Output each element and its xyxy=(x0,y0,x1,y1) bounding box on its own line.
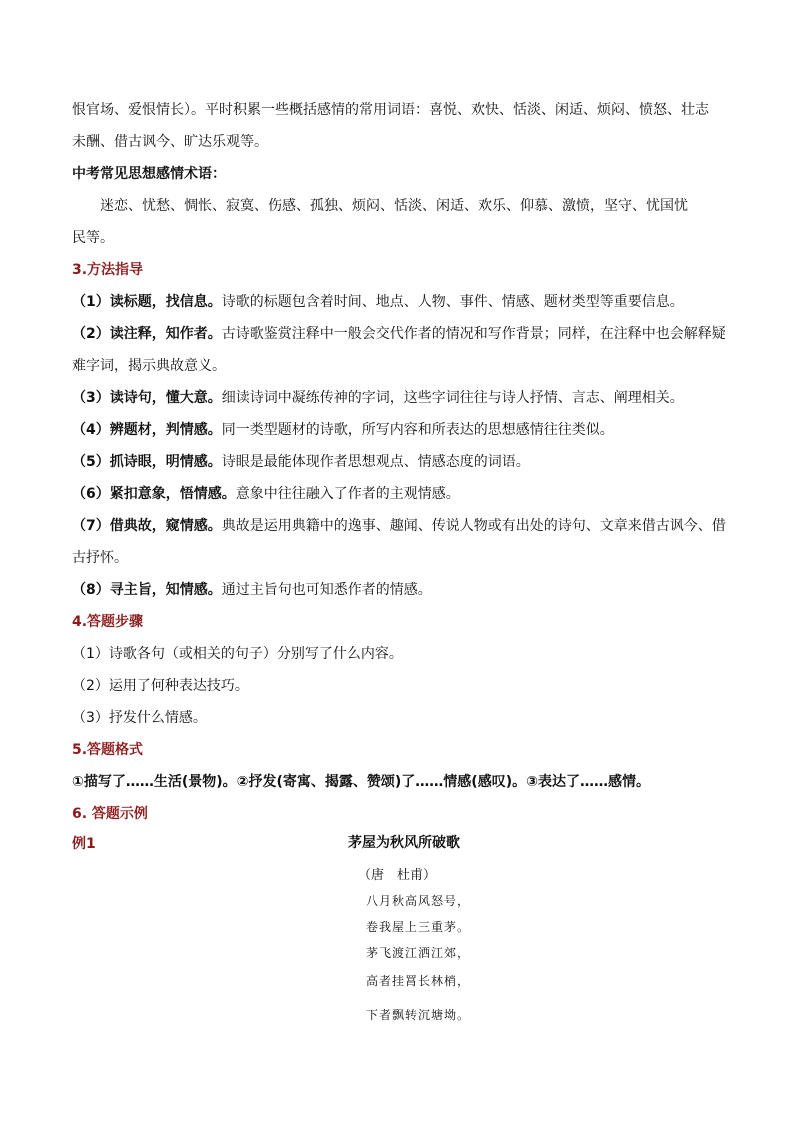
method-item-label: （7）借典故，窥情感。 xyxy=(72,518,222,534)
poem-author: （唐 杜甫） xyxy=(358,868,437,883)
format-heading: 5.答题格式 xyxy=(72,742,144,758)
poem-line-3: 茅飞渡江洒江郊， xyxy=(366,946,471,960)
steps-heading: 4.答题步骤 xyxy=(72,614,144,630)
method-item-4 xyxy=(72,420,614,440)
poem-title: 茅屋为秋风所破歌 xyxy=(348,835,460,851)
poem-line-5: 下者飘转沉塘坳。 xyxy=(366,1008,471,1022)
method-item-5 xyxy=(72,452,530,472)
method-item-label: （4）辨题材，判情感。 xyxy=(72,422,222,438)
format-text: ①描写了……生活(景物)。②抒发(寄寓、揭露、赞颂)了……情感(感叹)。③表达了……感情。 xyxy=(72,774,650,790)
method-item-label: （6）紧扣意象，悟情感。 xyxy=(72,486,236,502)
method-item-label: （3）读诗句，懂大意。 xyxy=(72,390,222,406)
method-item-text: 同一类型题材的诗歌，所写内容和所表达的思想感情往往类似。 xyxy=(221,422,614,438)
poem-line-1: 八月秋高风怒号， xyxy=(366,894,471,908)
method-item-1 xyxy=(72,292,684,312)
method-item-text: 细读诗词中凝练传神的字词，这些字词往往与诗人抒情、言志、阐理相关。 xyxy=(221,390,684,406)
method-item-text: 意象中往往融入了作者的主观情感。 xyxy=(235,486,460,502)
steps-item-2: （2）运用了何种表达技巧。 xyxy=(72,678,249,694)
method-item-7-cont: 古抒怀。 xyxy=(72,550,128,566)
steps-item-1: （1）诗歌各句（或相关的句子）分别写了什么内容。 xyxy=(72,646,403,662)
method-item-2 xyxy=(72,324,726,344)
poem-line-4: 高者挂罥长林梢， xyxy=(366,974,471,988)
method-heading: 3.方法指导 xyxy=(72,262,144,278)
method-item-label: （2）读注释，知作者。 xyxy=(72,326,222,342)
poem-line-2: 卷我屋上三重茅。 xyxy=(366,920,471,934)
steps-item-3: （3）抒发什么情感。 xyxy=(72,710,207,726)
terms-line-1: 迷恋、忧愁、惆怅、寂寞、伤感、孤独、烦闷、恬淡、闲适、欢乐、仰慕、激愤，坚守、忧国忧 xyxy=(100,198,688,214)
example-label: 例1 xyxy=(72,836,96,852)
intro-line-1: 恨官场、爱恨情长）。平时积累一些概括感情的常用词语：喜悦、欢快、恬淡、闲适、烦闷、愤怒、壮志 xyxy=(72,102,709,118)
example-heading: 6. 答题示例 xyxy=(72,806,148,822)
terms-line-2: 民等。 xyxy=(72,230,114,246)
method-item-text: 通过主旨句也可知悉作者的情感。 xyxy=(221,582,432,598)
method-item-label: （5）抓诗眼，明情感。 xyxy=(72,454,222,470)
method-item-3 xyxy=(72,388,684,408)
terms-heading: 中考常见思想感情术语： xyxy=(72,166,226,182)
method-item-6 xyxy=(72,484,460,504)
method-item-label: （8）寻主旨，知情感。 xyxy=(72,582,222,598)
method-item-text: 典故是运用典籍中的逸事、趣闻、传说人物或有出处的诗句、文章来借古讽今、借 xyxy=(221,518,726,534)
method-item-text: 诗眼是最能体现作者思想观点、情感态度的词语。 xyxy=(221,454,530,470)
method-item-7 xyxy=(72,516,726,536)
method-item-text: 诗歌的标题包含着时间、地点、人物、事件、情感、题材类型等重要信息。 xyxy=(221,294,684,310)
method-item-2-cont: 难字词，揭示典故意义。 xyxy=(72,358,226,374)
intro-line-2: 未酬、借古讽今、旷达乐观等。 xyxy=(72,134,268,150)
method-item-8 xyxy=(72,580,432,600)
method-item-label: （1）读标题，找信息。 xyxy=(72,294,222,310)
method-item-text: 古诗歌鉴赏注释中一般会交代作者的情况和写作背景；同样，在注释中也会解释疑 xyxy=(221,326,726,342)
